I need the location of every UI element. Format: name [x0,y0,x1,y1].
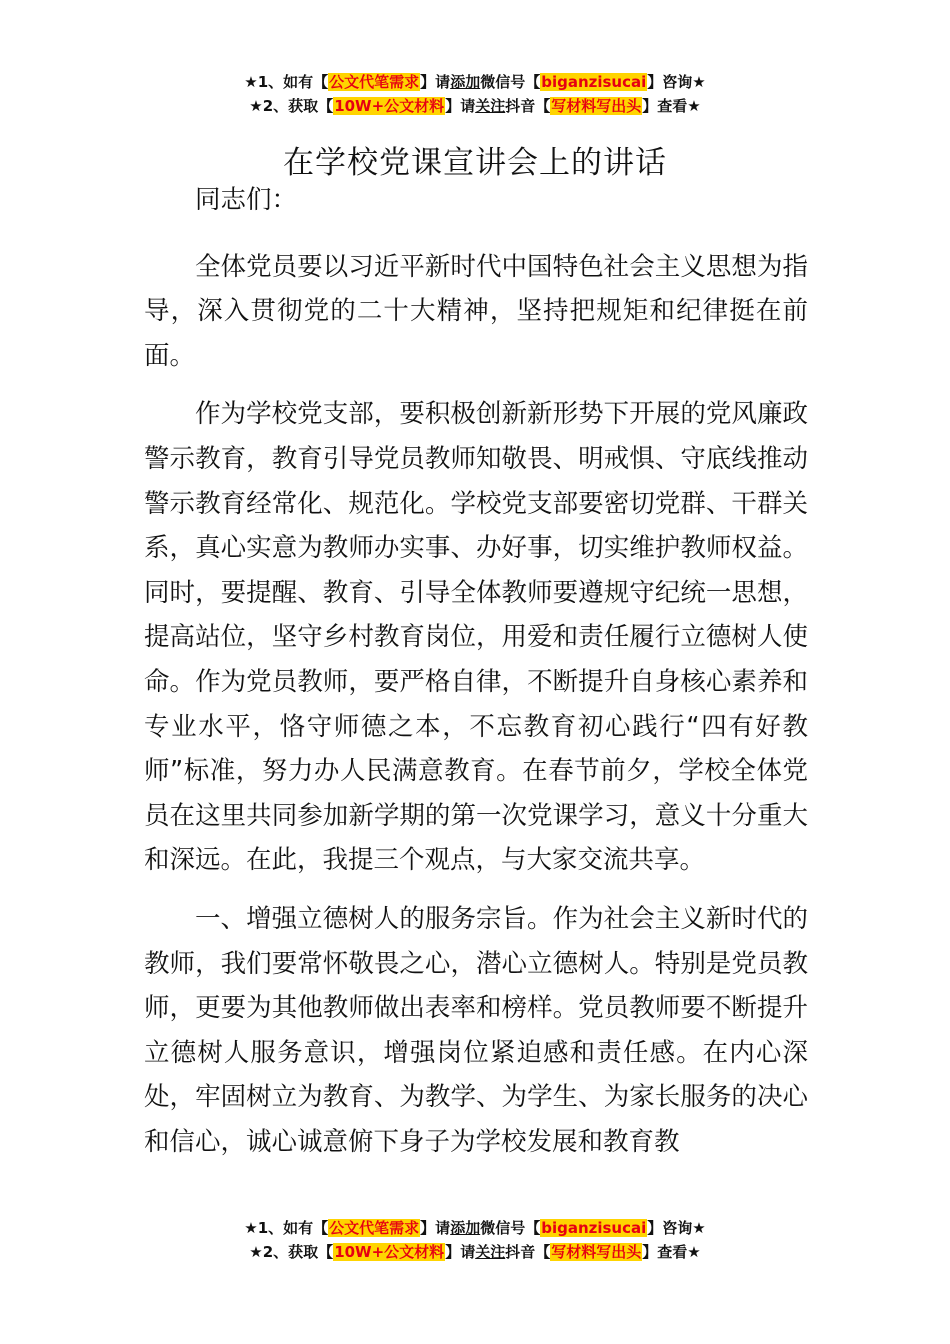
document-body [144,178,808,1178]
banner-text: 抖音【 [505,97,551,115]
banner-highlight: 公文代笔需求 [329,73,420,91]
salutation: 同志们： [195,185,298,215]
banner-text: 】查看★ [642,1243,701,1261]
banner-text: 】咨询★ [647,1219,706,1237]
banner-text: 抖音【 [505,1243,551,1261]
banner-line-2 [0,1240,950,1264]
paragraph: 一、增强立德树人的服务宗旨。作为社会主义新时代的教师，我们要常怀敬畏之心，潜心立德树人。特别是党员教师，更要为其他教师做出表率和榜样。党员教师要不断提升立德树人服务意识，增强岗位紧迫感和责任感。在内心深处，牢固树立为教育、为教学、为学生、为家长服务的决心和信心，诚心诚意俯下身子为学校发展和教育教 [144,903,808,1157]
banner-text: ★2、获取【 [249,1243,334,1261]
banner-text: 】查看★ [642,97,701,115]
banner-line-2 [0,94,950,118]
paragraph: 全体党员要以习近平新时代中国特色社会主义思想为指导，深入贯彻党的二十大精神，坚持把规矩和纪律挺在前面。 [144,251,808,371]
banner-text: ★1、如有【 [244,73,329,91]
banner-line-1 [0,70,950,94]
banner-text: ★1、如有【 [244,1219,329,1237]
banner-douyin-id: 写材料写出头 [551,97,642,115]
banner-underlined-text: 关注 [475,97,506,115]
banner-text: ★2、获取【 [249,97,334,115]
banner-text: 】请 [420,73,451,91]
bottom-banner [0,1216,950,1264]
banner-text: 】请 [445,1243,476,1261]
banner-text: 】请 [420,1219,451,1237]
banner-douyin-id: 写材料写出头 [551,1243,642,1261]
paragraph: 作为学校党支部，要积极创新新形势下开展的党风廉政警示教育，教育引导党员教师知敬畏、明戒惧、守底线推动警示教育经常化、规范化。学校党支部要密切党群、干群关系，真心实意为教师办实事、办好事，切实维护教师权益。同时，要提醒、教育、引导全体教师要遵规守纪统一思想，提高站位，坚守乡村教育岗位，用爱和责任履行立德树人使命。作为党员教师，要严格自律，不断提升自身核心素养和专业水平，恪守师德之本，不忘教育初心践行“四有好教师”标准，努力办人民满意教育。在春节前夕，学校全体党员在这里共同参加新学期的第一次党课学习，意义十分重大和深远。在此，我提三个观点，与大家交流共享。 [144,399,808,876]
banner-wechat-id: biganzisucai [541,73,647,91]
banner-wechat-id: biganzisucai [541,1219,647,1237]
banner-text: 微信号【 [480,1219,541,1237]
banner-text: 微信号【 [480,73,541,91]
document-title: 在学校党课宣讲会上的讲话 [283,144,667,181]
banner-line-1 [0,1216,950,1240]
banner-underlined-text: 添加 [450,73,481,91]
banner-highlight: 10W+公文材料 [334,1243,445,1261]
banner-text: 】请 [445,97,476,115]
banner-text: 】咨询★ [647,73,706,91]
banner-highlight: 公文代笔需求 [329,1219,420,1237]
banner-underlined-text: 添加 [450,1219,481,1237]
banner-underlined-text: 关注 [475,1243,506,1261]
banner-highlight: 10W+公文材料 [334,97,445,115]
top-banner [0,70,950,118]
